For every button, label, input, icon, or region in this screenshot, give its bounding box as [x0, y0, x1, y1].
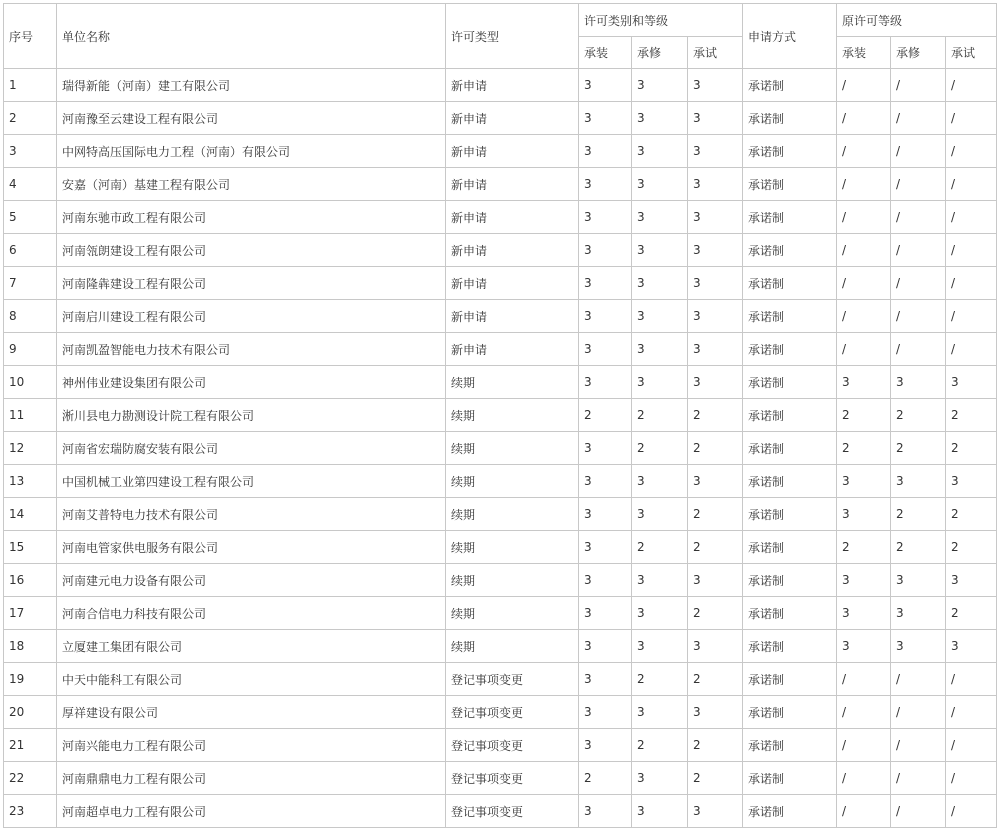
cell-orig-repair: /: [891, 762, 946, 795]
cell-orig-repair: 3: [891, 465, 946, 498]
cell-test: 3: [688, 300, 743, 333]
cell-index: 8: [4, 300, 57, 333]
cell-test: 3: [688, 696, 743, 729]
cell-orig-repair: /: [891, 234, 946, 267]
cell-test: 3: [688, 630, 743, 663]
cell-permit-type: 新申请: [446, 135, 579, 168]
cell-test: 2: [688, 498, 743, 531]
cell-repair: 3: [632, 564, 688, 597]
cell-orig-repair: /: [891, 795, 946, 828]
cell-orig-install: 2: [837, 531, 891, 564]
header-permit-category: 许可类别和等级: [579, 4, 743, 37]
cell-index: 2: [4, 102, 57, 135]
cell-orig-test: /: [946, 168, 997, 201]
cell-apply-method: 承诺制: [743, 333, 837, 366]
cell-company: 厚祥建设有限公司: [57, 696, 446, 729]
cell-orig-install: /: [837, 663, 891, 696]
cell-index: 4: [4, 168, 57, 201]
cell-permit-type: 续期: [446, 630, 579, 663]
cell-index: 14: [4, 498, 57, 531]
cell-repair: 3: [632, 465, 688, 498]
cell-orig-repair: 3: [891, 564, 946, 597]
cell-install: 3: [579, 234, 632, 267]
cell-repair: 2: [632, 531, 688, 564]
cell-test: 3: [688, 564, 743, 597]
cell-repair: 3: [632, 267, 688, 300]
cell-install: 3: [579, 69, 632, 102]
cell-install: 3: [579, 729, 632, 762]
cell-install: 3: [579, 300, 632, 333]
cell-test: 2: [688, 531, 743, 564]
table-row: [4, 201, 997, 234]
cell-company: 中国机械工业第四建设工程有限公司: [57, 465, 446, 498]
cell-orig-repair: 2: [891, 399, 946, 432]
table-row: [4, 300, 997, 333]
table-row: [4, 597, 997, 630]
cell-orig-test: 2: [946, 432, 997, 465]
cell-index: 16: [4, 564, 57, 597]
header-repair: 承修: [632, 37, 688, 69]
cell-test: 3: [688, 168, 743, 201]
cell-orig-repair: /: [891, 300, 946, 333]
cell-repair: 3: [632, 630, 688, 663]
cell-orig-install: /: [837, 300, 891, 333]
cell-orig-repair: /: [891, 135, 946, 168]
cell-orig-repair: /: [891, 663, 946, 696]
cell-permit-type: 新申请: [446, 168, 579, 201]
cell-install: 3: [579, 201, 632, 234]
cell-orig-repair: /: [891, 333, 946, 366]
cell-company: 河南兴能电力工程有限公司: [57, 729, 446, 762]
table-row: [4, 531, 997, 564]
cell-install: 3: [579, 564, 632, 597]
cell-orig-test: 3: [946, 564, 997, 597]
cell-company: 中网特高压国际电力工程（河南）有限公司: [57, 135, 446, 168]
cell-orig-repair: 3: [891, 366, 946, 399]
cell-orig-install: 3: [837, 465, 891, 498]
cell-apply-method: 承诺制: [743, 597, 837, 630]
cell-repair: 3: [632, 696, 688, 729]
table-row: [4, 663, 997, 696]
cell-index: 20: [4, 696, 57, 729]
cell-index: 7: [4, 267, 57, 300]
cell-repair: 3: [632, 498, 688, 531]
cell-test: 3: [688, 201, 743, 234]
cell-orig-install: /: [837, 102, 891, 135]
cell-apply-method: 承诺制: [743, 69, 837, 102]
cell-orig-test: /: [946, 267, 997, 300]
cell-orig-repair: /: [891, 696, 946, 729]
header-test: 承试: [688, 37, 743, 69]
cell-permit-type: 新申请: [446, 333, 579, 366]
table-row: [4, 234, 997, 267]
cell-install: 3: [579, 135, 632, 168]
cell-install: 3: [579, 630, 632, 663]
cell-test: 3: [688, 135, 743, 168]
cell-index: 9: [4, 333, 57, 366]
cell-orig-repair: /: [891, 69, 946, 102]
cell-permit-type: 续期: [446, 366, 579, 399]
cell-company: 安嘉（河南）基建工程有限公司: [57, 168, 446, 201]
header-row-top: [4, 4, 997, 37]
header-original-level: 原许可等级: [837, 4, 997, 37]
cell-permit-type: 续期: [446, 432, 579, 465]
header-company: 单位名称: [57, 4, 446, 69]
cell-index: 11: [4, 399, 57, 432]
table-row: [4, 564, 997, 597]
cell-index: 21: [4, 729, 57, 762]
cell-repair: 3: [632, 135, 688, 168]
cell-orig-install: /: [837, 762, 891, 795]
cell-orig-repair: 3: [891, 597, 946, 630]
cell-orig-repair: /: [891, 201, 946, 234]
cell-test: 3: [688, 795, 743, 828]
cell-company: 河南省宏瑞防腐安装有限公司: [57, 432, 446, 465]
table-row: [4, 696, 997, 729]
cell-index: 22: [4, 762, 57, 795]
table-row: [4, 432, 997, 465]
cell-index: 15: [4, 531, 57, 564]
cell-apply-method: 承诺制: [743, 465, 837, 498]
cell-permit-type: 续期: [446, 498, 579, 531]
cell-apply-method: 承诺制: [743, 762, 837, 795]
cell-company: 河南豫至云建设工程有限公司: [57, 102, 446, 135]
cell-orig-repair: /: [891, 168, 946, 201]
cell-orig-install: 3: [837, 564, 891, 597]
cell-company: 河南瓴朗建设工程有限公司: [57, 234, 446, 267]
cell-apply-method: 承诺制: [743, 267, 837, 300]
cell-apply-method: 承诺制: [743, 399, 837, 432]
cell-apply-method: 承诺制: [743, 366, 837, 399]
cell-apply-method: 承诺制: [743, 729, 837, 762]
cell-orig-install: /: [837, 234, 891, 267]
cell-permit-type: 新申请: [446, 69, 579, 102]
cell-orig-repair: 2: [891, 498, 946, 531]
cell-test: 3: [688, 267, 743, 300]
cell-orig-repair: 2: [891, 432, 946, 465]
table-row: [4, 333, 997, 366]
table-row: [4, 168, 997, 201]
cell-orig-test: /: [946, 663, 997, 696]
cell-company: 中天中能科工有限公司: [57, 663, 446, 696]
table-row: [4, 465, 997, 498]
cell-test: 3: [688, 366, 743, 399]
cell-orig-install: /: [837, 795, 891, 828]
cell-test: 2: [688, 729, 743, 762]
cell-test: 2: [688, 762, 743, 795]
cell-repair: 2: [632, 432, 688, 465]
cell-orig-install: /: [837, 729, 891, 762]
header-apply-method: 申请方式: [743, 4, 837, 69]
cell-index: 3: [4, 135, 57, 168]
header-index: 序号: [4, 4, 57, 69]
cell-index: 6: [4, 234, 57, 267]
cell-install: 3: [579, 465, 632, 498]
header-permit-type: 许可类型: [446, 4, 579, 69]
cell-orig-test: /: [946, 729, 997, 762]
cell-apply-method: 承诺制: [743, 795, 837, 828]
cell-orig-install: /: [837, 69, 891, 102]
cell-test: 2: [688, 399, 743, 432]
cell-orig-install: 3: [837, 597, 891, 630]
cell-orig-test: /: [946, 795, 997, 828]
cell-index: 12: [4, 432, 57, 465]
cell-orig-test: /: [946, 135, 997, 168]
table-row: [4, 399, 997, 432]
table-row: [4, 630, 997, 663]
cell-repair: 3: [632, 234, 688, 267]
cell-test: 2: [688, 432, 743, 465]
cell-orig-test: /: [946, 234, 997, 267]
cell-apply-method: 承诺制: [743, 564, 837, 597]
cell-repair: 3: [632, 201, 688, 234]
table-row: [4, 762, 997, 795]
cell-test: 3: [688, 69, 743, 102]
table-row: [4, 795, 997, 828]
cell-apply-method: 承诺制: [743, 300, 837, 333]
cell-company: 河南凯盈智能电力技术有限公司: [57, 333, 446, 366]
cell-index: 1: [4, 69, 57, 102]
table-row: [4, 498, 997, 531]
permit-table: [3, 3, 997, 828]
header-orig-install: 承装: [837, 37, 891, 69]
cell-index: 23: [4, 795, 57, 828]
cell-apply-method: 承诺制: [743, 201, 837, 234]
cell-repair: 3: [632, 597, 688, 630]
cell-orig-repair: 2: [891, 531, 946, 564]
cell-apply-method: 承诺制: [743, 630, 837, 663]
cell-permit-type: 续期: [446, 531, 579, 564]
cell-index: 13: [4, 465, 57, 498]
cell-permit-type: 续期: [446, 597, 579, 630]
cell-orig-test: 2: [946, 498, 997, 531]
cell-install: 2: [579, 762, 632, 795]
cell-permit-type: 新申请: [446, 267, 579, 300]
cell-orig-install: /: [837, 168, 891, 201]
cell-company: 河南电管家供电服务有限公司: [57, 531, 446, 564]
cell-company: 河南超卓电力工程有限公司: [57, 795, 446, 828]
cell-apply-method: 承诺制: [743, 498, 837, 531]
cell-orig-repair: 3: [891, 630, 946, 663]
cell-install: 3: [579, 366, 632, 399]
cell-repair: 2: [632, 663, 688, 696]
cell-install: 3: [579, 531, 632, 564]
cell-apply-method: 承诺制: [743, 102, 837, 135]
cell-orig-install: /: [837, 267, 891, 300]
cell-orig-test: /: [946, 333, 997, 366]
cell-company: 河南合信电力科技有限公司: [57, 597, 446, 630]
cell-company: 河南艾普特电力技术有限公司: [57, 498, 446, 531]
cell-permit-type: 登记事项变更: [446, 663, 579, 696]
cell-orig-install: /: [837, 135, 891, 168]
cell-install: 3: [579, 795, 632, 828]
cell-orig-install: /: [837, 696, 891, 729]
cell-test: 3: [688, 102, 743, 135]
cell-apply-method: 承诺制: [743, 432, 837, 465]
cell-index: 19: [4, 663, 57, 696]
cell-orig-test: 2: [946, 531, 997, 564]
cell-permit-type: 续期: [446, 564, 579, 597]
cell-permit-type: 登记事项变更: [446, 795, 579, 828]
cell-orig-test: 3: [946, 366, 997, 399]
cell-repair: 3: [632, 333, 688, 366]
cell-company: 河南隆犇建设工程有限公司: [57, 267, 446, 300]
cell-index: 17: [4, 597, 57, 630]
cell-install: 3: [579, 168, 632, 201]
cell-company: 神州伟业建设集团有限公司: [57, 366, 446, 399]
cell-orig-test: 2: [946, 399, 997, 432]
cell-orig-test: /: [946, 696, 997, 729]
cell-install: 3: [579, 498, 632, 531]
header-orig-repair: 承修: [891, 37, 946, 69]
cell-repair: 3: [632, 300, 688, 333]
cell-apply-method: 承诺制: [743, 135, 837, 168]
cell-permit-type: 新申请: [446, 201, 579, 234]
cell-install: 3: [579, 696, 632, 729]
cell-repair: 3: [632, 168, 688, 201]
cell-company: 立厦建工集团有限公司: [57, 630, 446, 663]
cell-index: 10: [4, 366, 57, 399]
table-row: [4, 69, 997, 102]
cell-orig-test: 3: [946, 465, 997, 498]
cell-install: 3: [579, 663, 632, 696]
cell-company: 淅川县电力勘测设计院工程有限公司: [57, 399, 446, 432]
table-row: [4, 135, 997, 168]
cell-install: 3: [579, 267, 632, 300]
cell-apply-method: 承诺制: [743, 168, 837, 201]
cell-install: 3: [579, 432, 632, 465]
cell-install: 3: [579, 102, 632, 135]
cell-company: 河南建元电力设备有限公司: [57, 564, 446, 597]
cell-orig-repair: /: [891, 102, 946, 135]
cell-company: 河南启川建设工程有限公司: [57, 300, 446, 333]
cell-install: 2: [579, 399, 632, 432]
cell-orig-install: /: [837, 201, 891, 234]
cell-apply-method: 承诺制: [743, 531, 837, 564]
cell-permit-type: 续期: [446, 399, 579, 432]
cell-permit-type: 登记事项变更: [446, 696, 579, 729]
cell-permit-type: 新申请: [446, 234, 579, 267]
cell-orig-install: 2: [837, 399, 891, 432]
cell-apply-method: 承诺制: [743, 234, 837, 267]
cell-company: 河南鼎鼎电力工程有限公司: [57, 762, 446, 795]
table-row: [4, 102, 997, 135]
table-row: [4, 267, 997, 300]
cell-permit-type: 登记事项变更: [446, 729, 579, 762]
cell-test: 3: [688, 465, 743, 498]
cell-permit-type: 新申请: [446, 102, 579, 135]
cell-apply-method: 承诺制: [743, 696, 837, 729]
cell-permit-type: 新申请: [446, 300, 579, 333]
cell-permit-type: 登记事项变更: [446, 762, 579, 795]
cell-index: 18: [4, 630, 57, 663]
cell-company: 瑞得新能（河南）建工有限公司: [57, 69, 446, 102]
cell-repair: 2: [632, 729, 688, 762]
cell-repair: 2: [632, 399, 688, 432]
cell-apply-method: 承诺制: [743, 663, 837, 696]
cell-orig-test: /: [946, 201, 997, 234]
cell-orig-install: /: [837, 333, 891, 366]
cell-orig-test: /: [946, 762, 997, 795]
cell-orig-test: /: [946, 300, 997, 333]
table-row: [4, 366, 997, 399]
header-orig-test: 承试: [946, 37, 997, 69]
cell-orig-test: /: [946, 69, 997, 102]
cell-repair: 3: [632, 762, 688, 795]
cell-orig-install: 3: [837, 630, 891, 663]
cell-install: 3: [579, 597, 632, 630]
cell-index: 5: [4, 201, 57, 234]
cell-install: 3: [579, 333, 632, 366]
cell-repair: 3: [632, 366, 688, 399]
cell-company: 河南东驰市政工程有限公司: [57, 201, 446, 234]
cell-orig-test: 2: [946, 597, 997, 630]
cell-test: 3: [688, 234, 743, 267]
cell-test: 2: [688, 663, 743, 696]
table-body: [4, 69, 997, 828]
header-install: 承装: [579, 37, 632, 69]
cell-orig-install: 3: [837, 366, 891, 399]
cell-orig-test: /: [946, 102, 997, 135]
cell-orig-install: 2: [837, 432, 891, 465]
cell-test: 3: [688, 333, 743, 366]
table-row: [4, 729, 997, 762]
cell-orig-repair: /: [891, 729, 946, 762]
cell-repair: 3: [632, 102, 688, 135]
cell-repair: 3: [632, 795, 688, 828]
cell-permit-type: 续期: [446, 465, 579, 498]
cell-test: 2: [688, 597, 743, 630]
cell-orig-install: 3: [837, 498, 891, 531]
cell-repair: 3: [632, 69, 688, 102]
cell-orig-test: 3: [946, 630, 997, 663]
cell-orig-repair: /: [891, 267, 946, 300]
